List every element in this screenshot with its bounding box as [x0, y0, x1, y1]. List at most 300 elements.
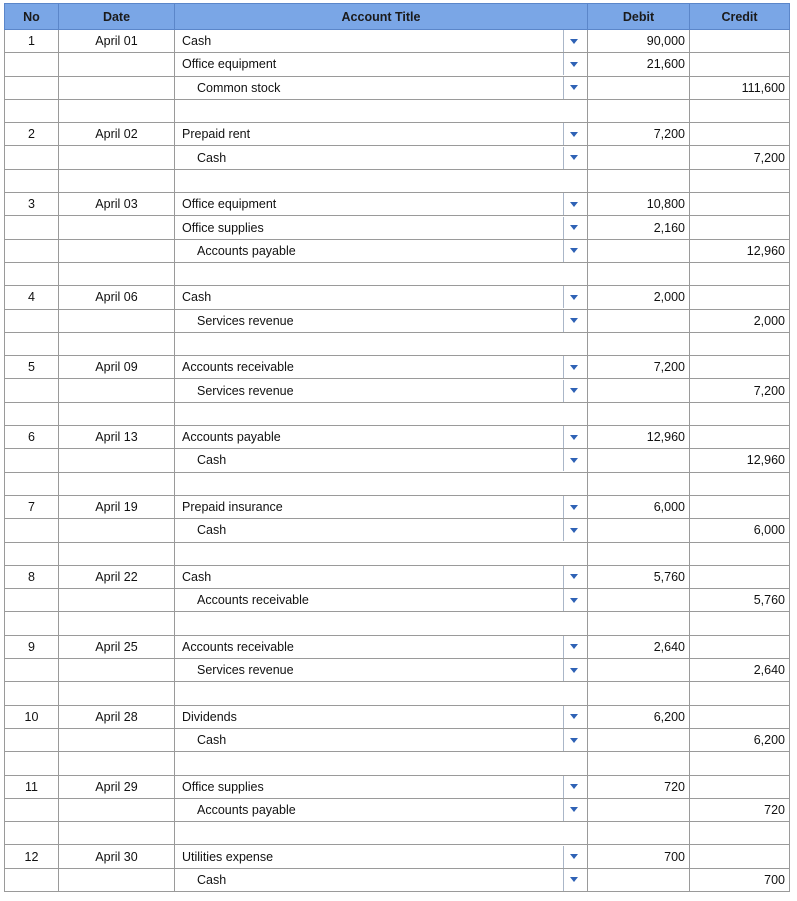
credit-input[interactable]: [690, 123, 790, 146]
entry-date: [59, 239, 175, 262]
chevron-down-icon: [570, 248, 578, 253]
dropdown-button[interactable]: [563, 729, 583, 751]
chevron-down-icon: [570, 62, 578, 67]
table-row: [5, 123, 790, 146]
account-title-select[interactable]: [179, 799, 583, 821]
account-title-cell: [175, 309, 588, 332]
debit-input[interactable]: [588, 379, 690, 402]
empty-cell: [175, 262, 588, 285]
dropdown-button[interactable]: [563, 286, 583, 308]
credit-input[interactable]: 6,000: [690, 519, 790, 542]
dropdown-button[interactable]: [563, 147, 583, 169]
table-row: [5, 519, 790, 542]
chevron-down-icon: [570, 85, 578, 90]
dropdown-button[interactable]: [563, 240, 583, 262]
empty-cell: [59, 612, 175, 635]
debit-input[interactable]: 7,200: [588, 356, 690, 379]
entry-date: [59, 53, 175, 76]
dropdown-button[interactable]: [563, 77, 583, 99]
empty-cell: [690, 169, 790, 192]
empty-cell: [588, 612, 690, 635]
entry-number: [5, 53, 59, 76]
dropdown-button[interactable]: [563, 659, 583, 681]
dropdown-button[interactable]: [563, 869, 583, 891]
spacer-row: [5, 472, 790, 495]
chevron-down-icon: [570, 435, 578, 440]
table-row: [5, 868, 790, 891]
spacer-row: [5, 612, 790, 635]
header-row: [5, 4, 790, 30]
table-row: [5, 146, 790, 169]
credit-input[interactable]: [690, 426, 790, 449]
account-title-value: Cash: [197, 872, 227, 887]
debit-input[interactable]: [588, 728, 690, 751]
empty-cell: [690, 402, 790, 425]
entry-date: [59, 216, 175, 239]
account-title-cell: [175, 146, 588, 169]
dropdown-button[interactable]: [563, 566, 583, 588]
entry-date: [59, 728, 175, 751]
entry-date: April 06: [59, 286, 175, 309]
table-row: [5, 495, 790, 518]
dropdown-button[interactable]: [563, 193, 583, 215]
account-title-value: Services revenue: [197, 663, 294, 678]
credit-input[interactable]: 111,600: [690, 76, 790, 99]
entry-date: April 29: [59, 775, 175, 798]
chevron-down-icon: [570, 668, 578, 673]
empty-cell: [5, 99, 59, 122]
account-title-select[interactable]: [179, 193, 583, 215]
empty-cell: [690, 472, 790, 495]
debit-input[interactable]: 700: [588, 845, 690, 868]
header-credit: Credit: [690, 4, 790, 30]
account-title-cell: [175, 845, 588, 868]
debit-input[interactable]: 720: [588, 775, 690, 798]
account-title-cell: [175, 193, 588, 216]
table-row: [5, 53, 790, 76]
account-title-cell: [175, 565, 588, 588]
debit-input[interactable]: 12,960: [588, 426, 690, 449]
journal-entry-table: [4, 3, 790, 892]
chevron-down-icon: [570, 318, 578, 323]
account-title-value: Services revenue: [197, 383, 294, 398]
entry-number: [5, 76, 59, 99]
chevron-down-icon: [570, 388, 578, 393]
account-title-cell: [175, 286, 588, 309]
debit-input[interactable]: 6,000: [588, 495, 690, 518]
chevron-down-icon: [570, 132, 578, 137]
credit-input[interactable]: [690, 845, 790, 868]
account-title-select[interactable]: [179, 519, 583, 541]
table-row: [5, 565, 790, 588]
empty-cell: [5, 822, 59, 845]
debit-input[interactable]: [588, 449, 690, 472]
spacer-row: [5, 402, 790, 425]
spacer-row: [5, 682, 790, 705]
empty-cell: [690, 822, 790, 845]
chevron-down-icon: [570, 598, 578, 603]
credit-input[interactable]: [690, 495, 790, 518]
account-title-cell: [175, 426, 588, 449]
account-title-cell: [175, 705, 588, 728]
credit-input[interactable]: [690, 286, 790, 309]
credit-input[interactable]: [690, 53, 790, 76]
entry-date: April 28: [59, 705, 175, 728]
empty-cell: [175, 752, 588, 775]
dropdown-button[interactable]: [563, 519, 583, 541]
empty-cell: [690, 612, 790, 635]
empty-cell: [59, 542, 175, 565]
table-row: [5, 76, 790, 99]
entry-number: 1: [5, 30, 59, 53]
table-row: [5, 659, 790, 682]
empty-cell: [588, 99, 690, 122]
account-title-cell: [175, 868, 588, 891]
account-title-value: Prepaid rent: [182, 127, 251, 142]
table-row: [5, 30, 790, 53]
spacer-row: [5, 542, 790, 565]
credit-input[interactable]: 700: [690, 868, 790, 891]
dropdown-button[interactable]: [563, 380, 583, 402]
credit-input[interactable]: 12,960: [690, 239, 790, 262]
chevron-down-icon: [570, 574, 578, 579]
chevron-down-icon: [570, 854, 578, 859]
empty-cell: [5, 542, 59, 565]
entry-number: 2: [5, 123, 59, 146]
account-title-cell: [175, 449, 588, 472]
debit-input[interactable]: 2,160: [588, 216, 690, 239]
entry-number: [5, 519, 59, 542]
dropdown-button[interactable]: [563, 449, 583, 471]
empty-cell: [588, 752, 690, 775]
debit-input[interactable]: 7,200: [588, 123, 690, 146]
account-title-select[interactable]: [179, 30, 583, 52]
account-title-select[interactable]: [179, 659, 583, 681]
account-title-select[interactable]: [179, 53, 583, 75]
empty-cell: [59, 822, 175, 845]
empty-cell: [5, 682, 59, 705]
spacer-row: [5, 99, 790, 122]
empty-cell: [690, 542, 790, 565]
account-title-cell: [175, 123, 588, 146]
chevron-down-icon: [570, 225, 578, 230]
account-title-select[interactable]: [179, 706, 583, 728]
entry-date: [59, 519, 175, 542]
debit-input[interactable]: 2,000: [588, 286, 690, 309]
account-title-value: Accounts receivable: [182, 360, 294, 375]
account-title-select[interactable]: [179, 123, 583, 145]
account-title-value: Accounts payable: [182, 430, 281, 445]
entry-number: [5, 449, 59, 472]
empty-cell: [175, 332, 588, 355]
empty-cell: [175, 682, 588, 705]
table-row: [5, 426, 790, 449]
spacer-row: [5, 169, 790, 192]
empty-cell: [59, 99, 175, 122]
chevron-down-icon: [570, 39, 578, 44]
empty-cell: [588, 402, 690, 425]
entry-date: April 03: [59, 193, 175, 216]
empty-cell: [59, 169, 175, 192]
dropdown-button[interactable]: [563, 706, 583, 728]
chevron-down-icon: [570, 738, 578, 743]
account-title-select[interactable]: [179, 240, 583, 262]
debit-input[interactable]: [588, 798, 690, 821]
entry-date: [59, 589, 175, 612]
entry-number: 10: [5, 705, 59, 728]
entry-number: [5, 146, 59, 169]
entry-date: [59, 868, 175, 891]
debit-input[interactable]: [588, 76, 690, 99]
dropdown-button[interactable]: [563, 846, 583, 868]
credit-input[interactable]: 5,760: [690, 589, 790, 612]
dropdown-button[interactable]: [563, 636, 583, 658]
table-row: [5, 728, 790, 751]
entry-number: 3: [5, 193, 59, 216]
empty-cell: [588, 332, 690, 355]
entry-number: [5, 589, 59, 612]
entry-number: 6: [5, 426, 59, 449]
account-title-value: Accounts payable: [197, 243, 296, 258]
entry-number: [5, 798, 59, 821]
empty-cell: [59, 472, 175, 495]
empty-cell: [588, 472, 690, 495]
empty-cell: [175, 822, 588, 845]
dropdown-button[interactable]: [563, 30, 583, 52]
debit-input[interactable]: [588, 659, 690, 682]
table-row: [5, 798, 790, 821]
account-title-value: Accounts payable: [197, 802, 296, 817]
account-title-cell: [175, 495, 588, 518]
credit-input[interactable]: 720: [690, 798, 790, 821]
account-title-value: Cash: [197, 733, 227, 748]
account-title-cell: [175, 356, 588, 379]
chevron-down-icon: [570, 784, 578, 789]
table-row: [5, 193, 790, 216]
chevron-down-icon: [570, 505, 578, 510]
entry-number: 11: [5, 775, 59, 798]
account-title-value: Cash: [197, 523, 227, 538]
account-title-value: Accounts receivable: [197, 593, 309, 608]
table-row: [5, 589, 790, 612]
debit-input[interactable]: [588, 239, 690, 262]
entry-date: [59, 449, 175, 472]
account-title-value: Office equipment: [182, 197, 277, 212]
account-title-value: Services revenue: [197, 313, 294, 328]
table-row: [5, 286, 790, 309]
entry-date: April 30: [59, 845, 175, 868]
account-title-cell: [175, 53, 588, 76]
empty-cell: [175, 612, 588, 635]
debit-input[interactable]: 21,600: [588, 53, 690, 76]
empty-cell: [588, 822, 690, 845]
entry-number: 5: [5, 356, 59, 379]
empty-cell: [5, 612, 59, 635]
credit-input[interactable]: 2,000: [690, 309, 790, 332]
account-title-value: Cash: [182, 569, 212, 584]
entry-date: [59, 146, 175, 169]
account-title-select[interactable]: [179, 286, 583, 308]
chevron-down-icon: [570, 528, 578, 533]
dropdown-button[interactable]: [563, 356, 583, 378]
empty-cell: [588, 169, 690, 192]
entry-date: [59, 798, 175, 821]
debit-input[interactable]: [588, 589, 690, 612]
entry-number: [5, 239, 59, 262]
account-title-value: Cash: [182, 34, 212, 49]
debit-input[interactable]: [588, 868, 690, 891]
empty-cell: [175, 99, 588, 122]
empty-cell: [5, 262, 59, 285]
credit-input[interactable]: 12,960: [690, 449, 790, 472]
account-title-value: Cash: [197, 453, 227, 468]
account-title-select[interactable]: [179, 147, 583, 169]
credit-input[interactable]: [690, 565, 790, 588]
credit-input[interactable]: [690, 635, 790, 658]
empty-cell: [175, 169, 588, 192]
table-row: [5, 845, 790, 868]
debit-input[interactable]: 5,760: [588, 565, 690, 588]
empty-cell: [175, 402, 588, 425]
credit-input[interactable]: [690, 216, 790, 239]
credit-input[interactable]: [690, 30, 790, 53]
account-title-cell: [175, 798, 588, 821]
entry-date: [59, 76, 175, 99]
dropdown-button[interactable]: [563, 776, 583, 798]
empty-cell: [59, 262, 175, 285]
account-title-cell: [175, 728, 588, 751]
account-title-cell: [175, 30, 588, 53]
dropdown-button[interactable]: [563, 426, 583, 448]
debit-input[interactable]: [588, 519, 690, 542]
empty-cell: [5, 752, 59, 775]
debit-input[interactable]: 2,640: [588, 635, 690, 658]
account-title-value: Office supplies: [182, 779, 264, 794]
empty-cell: [588, 542, 690, 565]
dropdown-button[interactable]: [563, 217, 583, 239]
entry-date: April 19: [59, 495, 175, 518]
account-title-select[interactable]: [179, 77, 583, 99]
account-title-cell: [175, 635, 588, 658]
entry-date: [59, 379, 175, 402]
debit-input[interactable]: 90,000: [588, 30, 690, 53]
account-title-select[interactable]: [179, 729, 583, 751]
dropdown-button[interactable]: [563, 53, 583, 75]
chevron-down-icon: [570, 202, 578, 207]
account-title-select[interactable]: [179, 846, 583, 868]
account-title-cell: [175, 659, 588, 682]
account-title-value: Office supplies: [182, 220, 264, 235]
account-title-cell: [175, 216, 588, 239]
entry-number: [5, 868, 59, 891]
chevron-down-icon: [570, 365, 578, 370]
empty-cell: [588, 262, 690, 285]
account-title-value: Common stock: [197, 80, 281, 95]
dropdown-button[interactable]: [563, 799, 583, 821]
empty-cell: [5, 402, 59, 425]
debit-input[interactable]: [588, 146, 690, 169]
credit-input[interactable]: [690, 193, 790, 216]
chevron-down-icon: [570, 714, 578, 719]
entry-date: April 01: [59, 30, 175, 53]
chevron-down-icon: [570, 877, 578, 882]
debit-input[interactable]: 6,200: [588, 705, 690, 728]
account-title-select[interactable]: [179, 356, 583, 378]
account-title-cell: [175, 239, 588, 262]
credit-input[interactable]: [690, 705, 790, 728]
entry-number: 4: [5, 286, 59, 309]
account-title-select[interactable]: [179, 449, 583, 471]
header-account-title: Account Title: [175, 4, 588, 30]
account-title-cell: [175, 379, 588, 402]
account-title-select[interactable]: [179, 496, 583, 518]
dropdown-button[interactable]: [563, 496, 583, 518]
dropdown-button[interactable]: [563, 123, 583, 145]
empty-cell: [59, 332, 175, 355]
account-title-cell: [175, 76, 588, 99]
table-row: [5, 775, 790, 798]
entry-date: April 02: [59, 123, 175, 146]
empty-cell: [175, 542, 588, 565]
account-title-select[interactable]: [179, 426, 583, 448]
empty-cell: [690, 752, 790, 775]
credit-input[interactable]: [690, 356, 790, 379]
account-title-value: Utilities expense: [182, 849, 274, 864]
entry-date: April 13: [59, 426, 175, 449]
account-title-select[interactable]: [179, 636, 583, 658]
account-title-select[interactable]: [179, 217, 583, 239]
debit-input[interactable]: [588, 309, 690, 332]
account-title-select[interactable]: [179, 380, 583, 402]
account-title-cell: [175, 589, 588, 612]
credit-input[interactable]: 2,640: [690, 659, 790, 682]
entry-number: [5, 728, 59, 751]
debit-input[interactable]: 10,800: [588, 193, 690, 216]
entry-number: [5, 659, 59, 682]
account-title-select[interactable]: [179, 589, 583, 611]
account-title-select[interactable]: [179, 869, 583, 891]
empty-cell: [690, 332, 790, 355]
chevron-down-icon: [570, 295, 578, 300]
credit-input[interactable]: [690, 775, 790, 798]
spacer-row: [5, 752, 790, 775]
account-title-select[interactable]: [179, 310, 583, 332]
credit-input[interactable]: 6,200: [690, 728, 790, 751]
entry-number: [5, 309, 59, 332]
header-no: No: [5, 4, 59, 30]
dropdown-button[interactable]: [563, 589, 583, 611]
table-row: [5, 309, 790, 332]
account-title-value: Cash: [197, 150, 227, 165]
account-title-value: Office equipment: [182, 57, 277, 72]
account-title-value: Accounts receivable: [182, 639, 294, 654]
dropdown-button[interactable]: [563, 310, 583, 332]
account-title-select[interactable]: [179, 776, 583, 798]
account-title-select[interactable]: [179, 566, 583, 588]
entry-number: [5, 216, 59, 239]
chevron-down-icon: [570, 807, 578, 812]
table-row: [5, 216, 790, 239]
empty-cell: [59, 682, 175, 705]
table-row: [5, 449, 790, 472]
empty-cell: [690, 682, 790, 705]
entry-date: April 09: [59, 356, 175, 379]
spacer-row: [5, 822, 790, 845]
spacer-row: [5, 332, 790, 355]
account-title-cell: [175, 519, 588, 542]
credit-input[interactable]: 7,200: [690, 146, 790, 169]
credit-input[interactable]: 7,200: [690, 379, 790, 402]
